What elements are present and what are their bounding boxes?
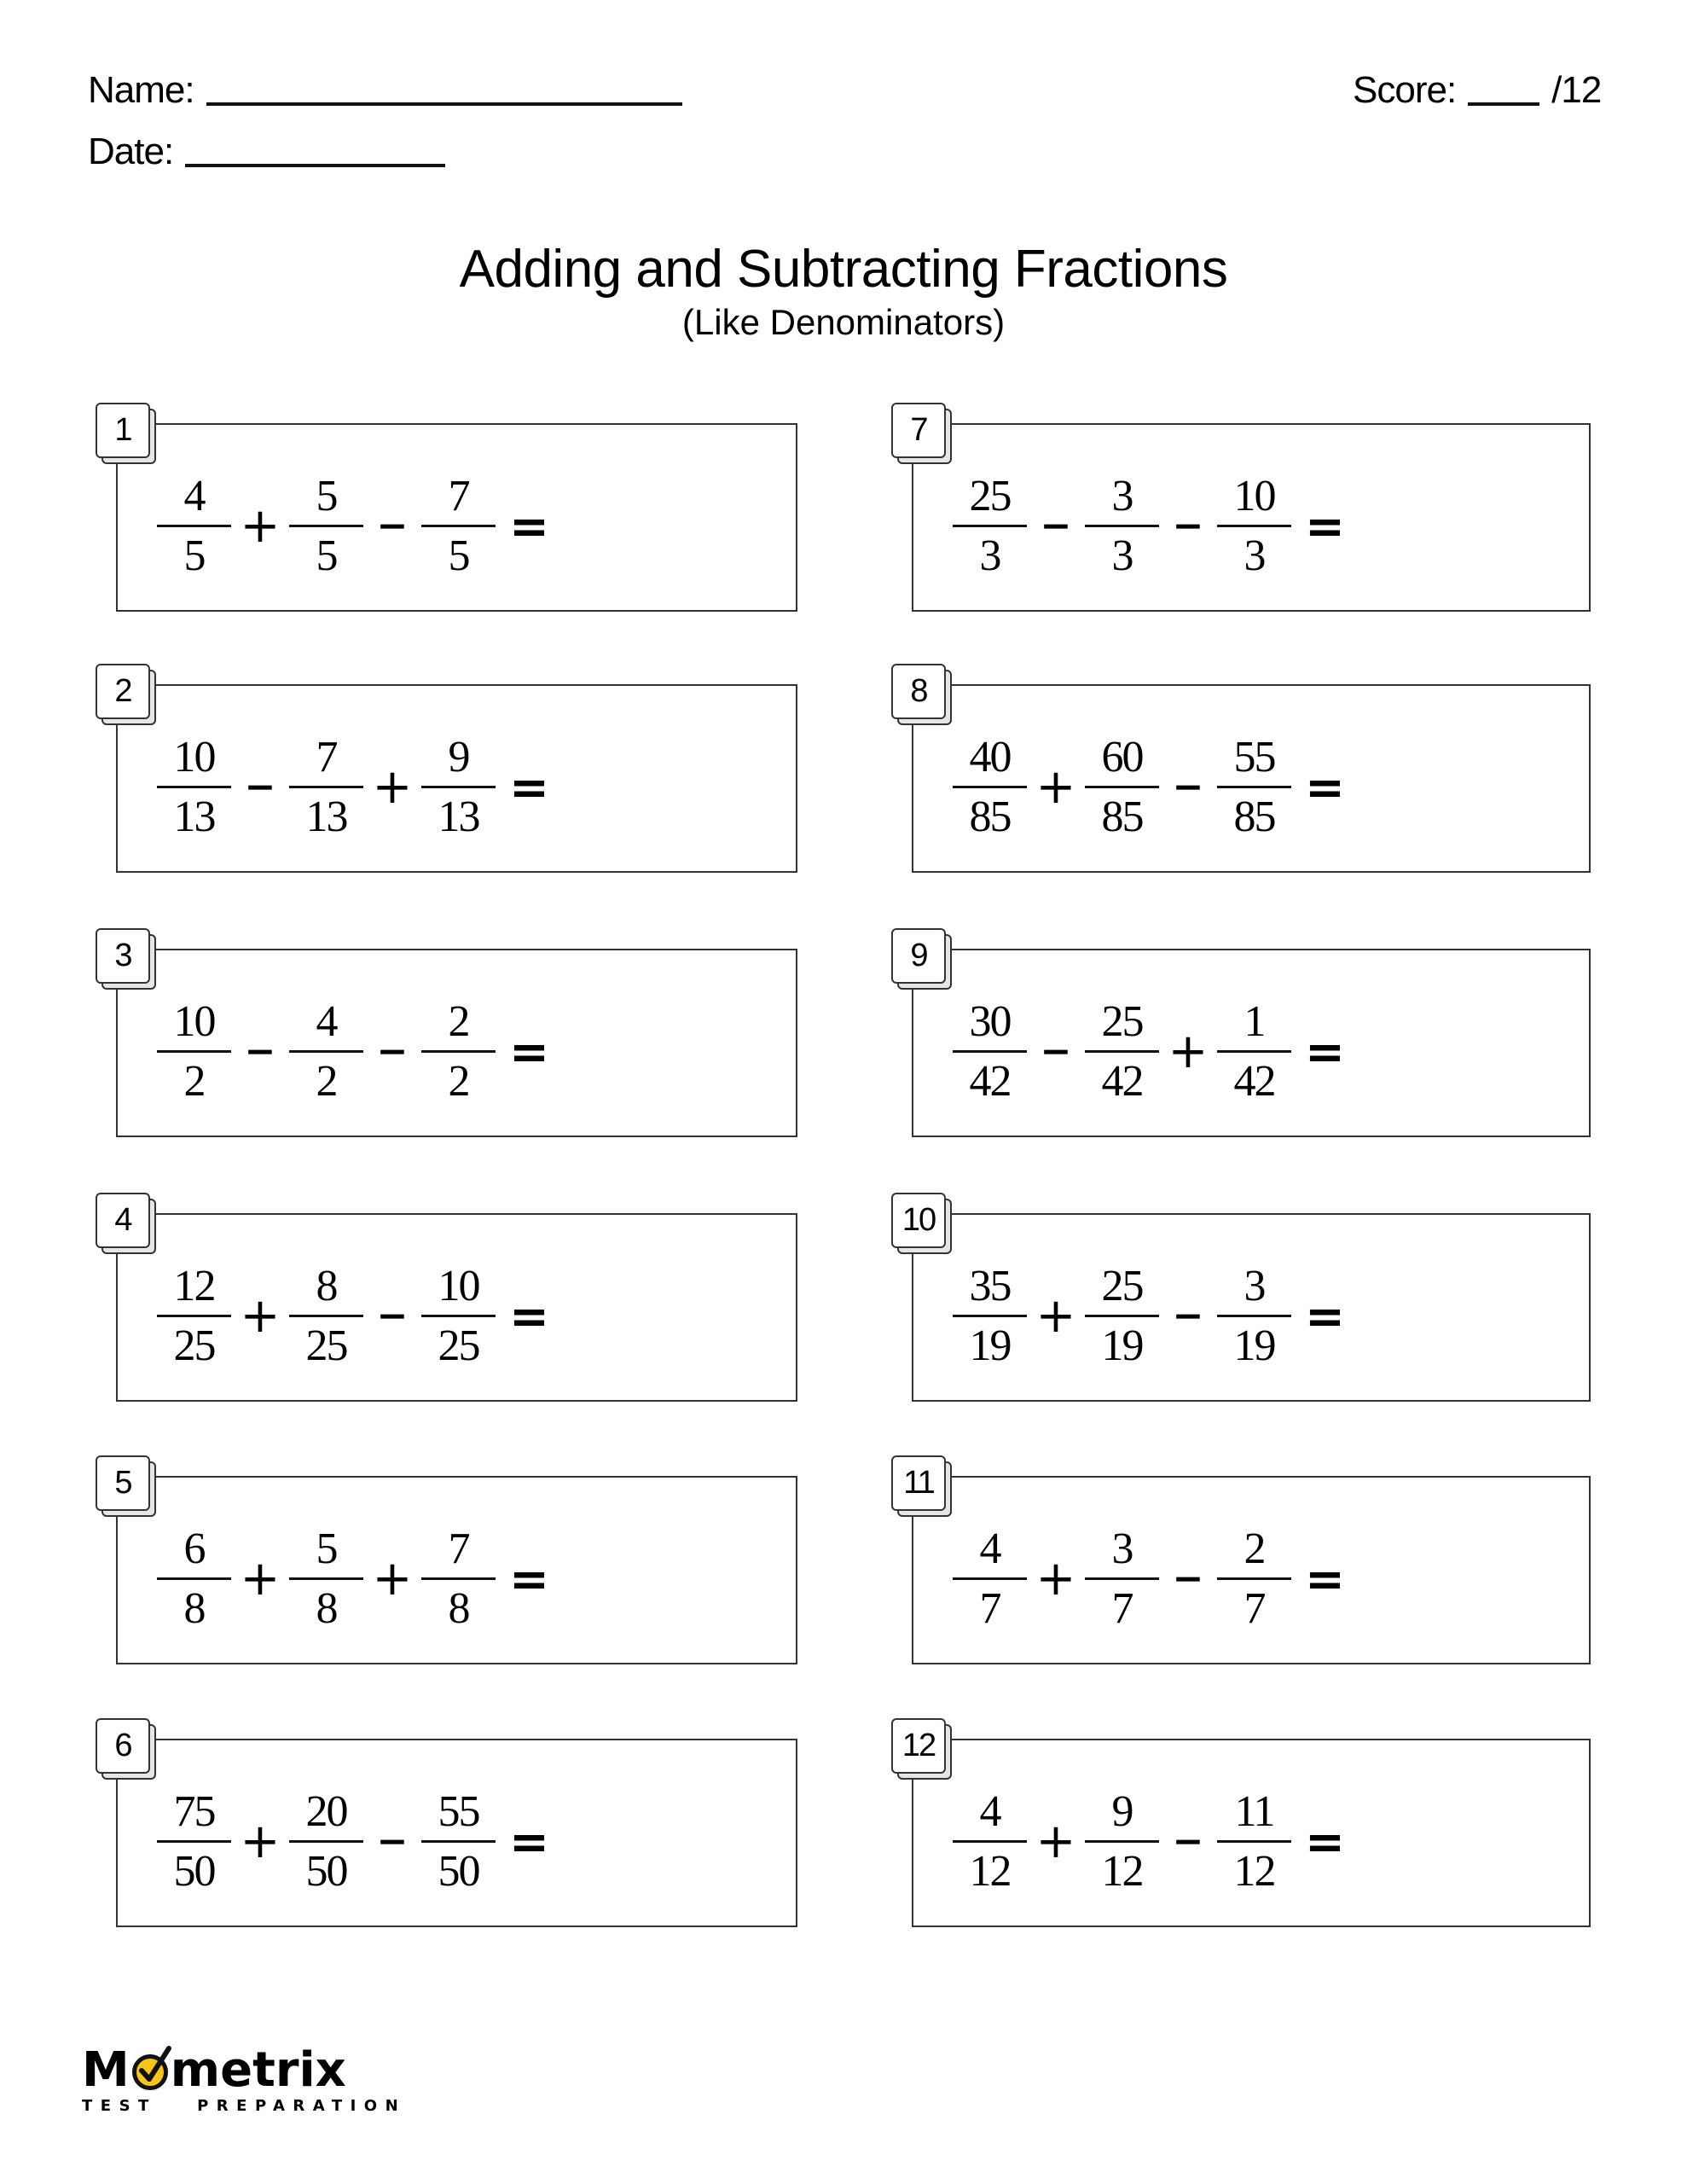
denominator: 5 — [316, 531, 337, 580]
date-field — [88, 133, 445, 171]
numerator: 3 — [1244, 1262, 1265, 1310]
name-label: Name: — [88, 69, 194, 111]
numerator: 30 — [969, 997, 1011, 1046]
equals-sign: = — [1305, 759, 1345, 816]
numerator: 4 — [979, 1787, 1000, 1836]
problem-number-badge: 10 — [891, 1193, 946, 1248]
denominator: 7 — [1244, 1584, 1265, 1633]
fraction-bar — [953, 1840, 1027, 1843]
fraction-bar — [1217, 1050, 1291, 1053]
equals-sign: = — [1305, 1024, 1345, 1080]
denominator: 50 — [438, 1847, 479, 1896]
denominator: 85 — [1233, 793, 1275, 841]
fraction-bar — [1085, 1050, 1159, 1053]
fraction — [953, 734, 1027, 841]
problem-number-badge: 6 — [96, 1718, 150, 1774]
numerator: 40 — [969, 733, 1011, 781]
fraction-bar — [1085, 786, 1159, 788]
fraction-bar — [289, 1840, 363, 1843]
numerator: 75 — [173, 1787, 215, 1836]
plus-operator: + — [1035, 1551, 1076, 1606]
numerator: 55 — [438, 1787, 479, 1836]
problem-number-badge: 7 — [891, 403, 946, 458]
logo-tagline: TEST PREPARATION — [82, 2097, 407, 2115]
problem-2 — [96, 664, 797, 873]
denominator: 3 — [1111, 531, 1133, 580]
problem-number-badge: 3 — [96, 928, 150, 984]
denominator: 42 — [1101, 1057, 1143, 1106]
denominator: 19 — [1233, 1321, 1275, 1370]
fraction-bar — [289, 1577, 363, 1580]
fraction-bar — [157, 786, 231, 788]
denominator: 2 — [183, 1057, 205, 1106]
fraction — [1217, 1788, 1291, 1896]
denominator: 25 — [173, 1321, 215, 1370]
equals-sign: = — [1305, 1814, 1345, 1870]
denominator: 42 — [969, 1057, 1011, 1106]
logo-brand-end: metrix — [170, 2042, 346, 2098]
fraction-bar — [1085, 1577, 1159, 1580]
page-title: Adding and Subtracting Fractions — [459, 240, 1228, 299]
problem-12 — [891, 1718, 1591, 1927]
fraction — [1217, 734, 1291, 841]
denominator: 42 — [1233, 1057, 1275, 1106]
fraction — [421, 998, 496, 1106]
fraction — [953, 1263, 1027, 1370]
fraction — [1085, 1263, 1159, 1370]
fraction-expression — [157, 1261, 549, 1372]
minus-operator: − — [1172, 504, 1204, 548]
page-subtitle: (Like Denominators) — [681, 302, 1006, 342]
fraction-expression — [157, 1524, 549, 1635]
problem-number-badge: 4 — [96, 1193, 150, 1248]
fraction — [953, 1525, 1027, 1633]
problem-3 — [96, 928, 797, 1137]
score-field — [1353, 69, 1602, 111]
denominator: 12 — [1101, 1847, 1143, 1896]
problem-number-badge: 5 — [96, 1455, 150, 1511]
fraction-expression — [953, 996, 1345, 1107]
minus-operator: − — [376, 504, 409, 548]
equals-sign: = — [509, 759, 549, 816]
fraction — [289, 1788, 363, 1896]
checkmark-circle-icon — [132, 2054, 168, 2090]
equals-sign: = — [509, 498, 549, 555]
problem-11 — [891, 1455, 1591, 1664]
numerator: 6 — [183, 1525, 205, 1573]
fraction — [289, 734, 363, 841]
minus-operator: − — [1172, 1820, 1204, 1863]
fraction-bar — [1217, 1315, 1291, 1317]
plus-operator: + — [240, 498, 281, 554]
numerator: 5 — [316, 472, 337, 520]
fraction — [289, 1263, 363, 1370]
denominator: 7 — [979, 1584, 1000, 1633]
denominator: 12 — [1233, 1847, 1275, 1896]
numerator: 25 — [1101, 997, 1143, 1046]
numerator: 10 — [173, 733, 215, 781]
fraction — [1085, 734, 1159, 841]
plus-operator: + — [1035, 759, 1076, 815]
equals-sign: = — [509, 1024, 549, 1080]
fraction — [421, 1525, 496, 1633]
fraction-bar — [1217, 786, 1291, 788]
denominator: 2 — [316, 1057, 337, 1106]
plus-operator: + — [372, 1551, 413, 1606]
denominator: 8 — [448, 1584, 469, 1633]
denominator: 25 — [305, 1321, 347, 1370]
denominator: 8 — [183, 1584, 205, 1633]
numerator: 7 — [316, 733, 337, 781]
fraction — [421, 473, 496, 580]
denominator: 3 — [979, 531, 1000, 580]
fraction-expression — [953, 1261, 1345, 1372]
problem-4 — [96, 1193, 797, 1402]
problem-8 — [891, 664, 1591, 873]
fraction-bar — [953, 1315, 1027, 1317]
minus-operator: − — [244, 765, 276, 809]
numerator: 9 — [448, 733, 469, 781]
numerator: 9 — [1111, 1787, 1133, 1836]
problem-number-badge: 2 — [96, 664, 150, 719]
fraction-bar — [157, 1050, 231, 1053]
fraction-expression — [157, 732, 549, 843]
fraction-bar — [421, 1577, 496, 1580]
numerator: 35 — [969, 1262, 1011, 1310]
fraction-bar — [1217, 1577, 1291, 1580]
numerator: 10 — [438, 1262, 479, 1310]
fraction — [289, 998, 363, 1106]
denominator: 25 — [438, 1321, 479, 1370]
numerator: 60 — [1101, 733, 1143, 781]
minus-operator: − — [1172, 1294, 1204, 1338]
equals-sign: = — [1305, 498, 1345, 555]
fraction-bar — [289, 1315, 363, 1317]
fraction — [953, 1788, 1027, 1896]
fraction — [157, 1788, 231, 1896]
logo-wordmark — [82, 2042, 406, 2098]
score-total: /12 — [1551, 69, 1602, 111]
fraction — [1217, 473, 1291, 580]
denominator: 13 — [305, 793, 347, 841]
fraction-expression — [157, 471, 549, 582]
problem-number-badge: 11 — [891, 1455, 946, 1511]
fraction — [157, 734, 231, 841]
numerator: 7 — [448, 472, 469, 520]
fraction — [421, 1788, 496, 1896]
score-label: Score: — [1353, 69, 1457, 111]
numerator: 55 — [1233, 733, 1275, 781]
logo-brand-start: M — [82, 2042, 130, 2098]
numerator: 2 — [1244, 1525, 1265, 1573]
fraction — [421, 1263, 496, 1370]
numerator: 11 — [1234, 1787, 1274, 1836]
plus-operator: + — [1035, 1288, 1076, 1344]
fraction-bar — [157, 525, 231, 527]
plus-operator: + — [1035, 1814, 1076, 1869]
problem-number-badge: 9 — [891, 928, 946, 984]
fraction — [289, 1525, 363, 1633]
minus-operator: − — [1172, 765, 1204, 809]
equals-sign: = — [1305, 1551, 1345, 1607]
problem-5 — [96, 1455, 797, 1664]
fraction-bar — [289, 525, 363, 527]
denominator: 50 — [305, 1847, 347, 1896]
title-block — [0, 239, 1687, 345]
problem-1 — [96, 403, 797, 612]
fraction — [157, 473, 231, 580]
fraction — [1217, 1263, 1291, 1370]
numerator: 3 — [1111, 472, 1133, 520]
equals-sign: = — [509, 1288, 549, 1345]
minus-operator: − — [1040, 1030, 1072, 1073]
fraction-bar — [1217, 1840, 1291, 1843]
fraction-expression — [953, 1786, 1345, 1897]
problem-number-badge: 12 — [891, 1718, 946, 1774]
fraction — [1085, 1788, 1159, 1896]
denominator: 19 — [1101, 1321, 1143, 1370]
fraction-bar — [953, 786, 1027, 788]
fraction — [1085, 998, 1159, 1106]
plus-operator: + — [240, 1551, 281, 1606]
fraction-bar — [157, 1315, 231, 1317]
numerator: 4 — [316, 997, 337, 1046]
fraction — [1085, 473, 1159, 580]
fraction-bar — [157, 1840, 231, 1843]
denominator: 85 — [1101, 793, 1143, 841]
name-blank-line[interactable] — [206, 102, 682, 106]
denominator: 7 — [1111, 1584, 1133, 1633]
fraction-bar — [289, 786, 363, 788]
mometrix-logo — [82, 2042, 407, 2115]
problem-10 — [891, 1193, 1591, 1402]
denominator: 3 — [1244, 531, 1265, 580]
fraction — [1217, 998, 1291, 1106]
plus-operator: + — [240, 1814, 281, 1869]
denominator: 8 — [316, 1584, 337, 1633]
fraction-bar — [421, 1315, 496, 1317]
fraction — [157, 1263, 231, 1370]
denominator: 5 — [448, 531, 469, 580]
name-field — [88, 69, 682, 111]
date-label: Date: — [88, 131, 174, 172]
denominator: 13 — [173, 793, 215, 841]
problem-7 — [891, 403, 1591, 612]
numerator: 25 — [969, 472, 1011, 520]
equals-sign: = — [1305, 1288, 1345, 1345]
numerator: 10 — [1233, 472, 1275, 520]
numerator: 5 — [316, 1525, 337, 1573]
fraction-bar — [953, 1050, 1027, 1053]
fraction-bar — [1085, 1840, 1159, 1843]
plus-operator: + — [1168, 1024, 1209, 1079]
denominator: 19 — [969, 1321, 1011, 1370]
fraction-expression — [157, 1786, 549, 1897]
fraction — [1217, 1525, 1291, 1633]
denominator: 85 — [969, 793, 1011, 841]
date-blank-line[interactable] — [185, 164, 445, 167]
equals-sign: = — [509, 1814, 549, 1870]
minus-operator: − — [1172, 1557, 1204, 1600]
denominator: 13 — [438, 793, 479, 841]
numerator: 2 — [448, 997, 469, 1046]
numerator: 25 — [1101, 1262, 1143, 1310]
minus-operator: − — [376, 1294, 409, 1338]
fraction — [289, 473, 363, 580]
fraction-expression — [157, 996, 549, 1107]
minus-operator: − — [244, 1030, 276, 1073]
plus-operator: + — [372, 759, 413, 815]
fraction — [953, 473, 1027, 580]
fraction-bar — [1085, 525, 1159, 527]
fraction-expression — [953, 732, 1345, 843]
fraction-expression — [953, 1524, 1345, 1635]
denominator: 12 — [969, 1847, 1011, 1896]
fraction-bar — [157, 1577, 231, 1580]
problem-9 — [891, 928, 1591, 1137]
fraction — [1085, 1525, 1159, 1633]
fraction — [953, 998, 1027, 1106]
numerator: 10 — [173, 997, 215, 1046]
numerator: 20 — [305, 1787, 347, 1836]
fraction-bar — [1085, 1315, 1159, 1317]
fraction — [157, 998, 231, 1106]
fraction-expression — [953, 471, 1345, 582]
fraction-bar — [421, 1840, 496, 1843]
numerator: 12 — [173, 1262, 215, 1310]
denominator: 2 — [448, 1057, 469, 1106]
problem-6 — [96, 1718, 797, 1927]
minus-operator: − — [376, 1820, 409, 1863]
numerator: 4 — [979, 1525, 1000, 1573]
minus-operator: − — [1040, 504, 1072, 548]
numerator: 7 — [448, 1525, 469, 1573]
numerator: 3 — [1111, 1525, 1133, 1573]
fraction-bar — [289, 1050, 363, 1053]
fraction-bar — [421, 525, 496, 527]
minus-operator: − — [376, 1030, 409, 1073]
equals-sign: = — [509, 1551, 549, 1607]
fraction — [421, 734, 496, 841]
numerator: 1 — [1244, 997, 1265, 1046]
fraction-bar — [1217, 525, 1291, 527]
numerator: 8 — [316, 1262, 337, 1310]
denominator: 5 — [183, 531, 205, 580]
plus-operator: + — [240, 1288, 281, 1344]
fraction-bar — [421, 786, 496, 788]
fraction-bar — [421, 1050, 496, 1053]
denominator: 50 — [173, 1847, 215, 1896]
numerator: 4 — [183, 472, 205, 520]
fraction — [157, 1525, 231, 1633]
fraction-bar — [953, 525, 1027, 527]
score-blank-line[interactable] — [1468, 102, 1539, 106]
problem-number-badge: 1 — [96, 403, 150, 458]
fraction-bar — [953, 1577, 1027, 1580]
problem-number-badge: 8 — [891, 664, 946, 719]
